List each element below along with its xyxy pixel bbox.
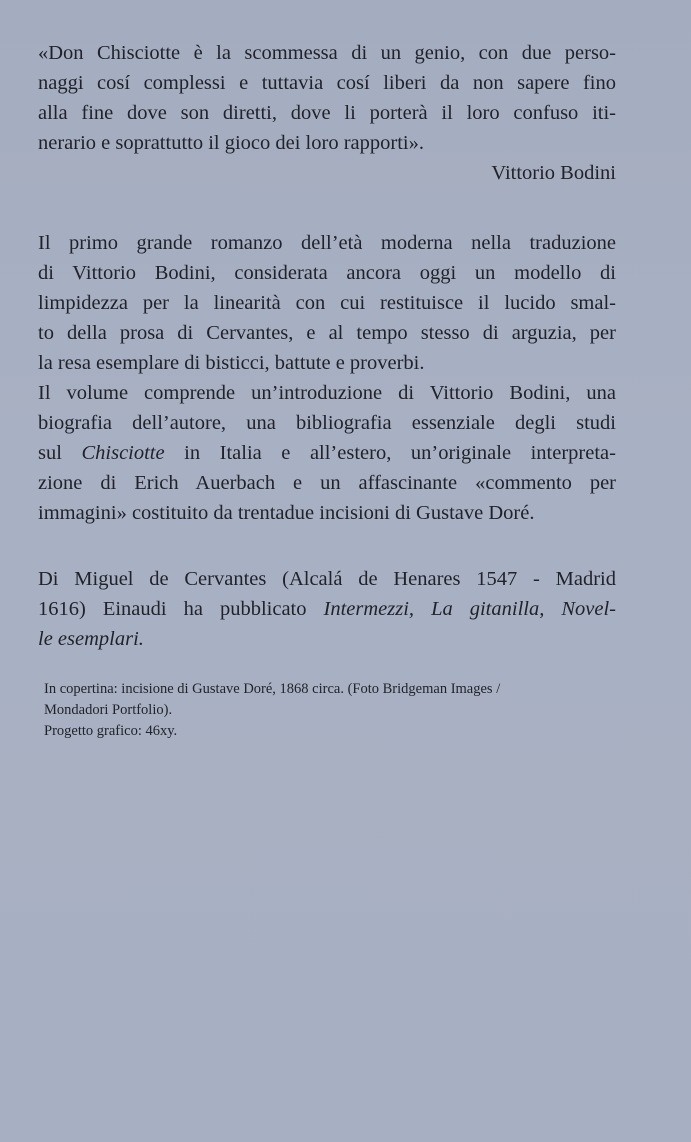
- description-line: biografia dell’autore, una bibliografia essenziale degli studi: [38, 412, 616, 434]
- description-text: in Italia e all’estero, un’originale interpreta-: [164, 442, 616, 464]
- description-text: sul: [38, 442, 82, 464]
- description-line: Il primo grande romanzo dell’età moderna nella traduzione: [38, 232, 616, 254]
- quote-line: nerario e soprattutto il gioco dei loro rapporti».: [38, 132, 424, 154]
- description-line: limpidezza per la linearità con cui restituisce il lucido smal-: [38, 292, 616, 314]
- credits-line: In copertina: incisione di Gustave Doré, 1868 circa. (Foto Bridgeman Images /: [44, 681, 501, 697]
- description-line: la resa esemplare di bisticci, battute e proverbi.: [38, 352, 425, 374]
- works-italic: Intermezzi, La gitanilla, Novel-: [323, 598, 616, 620]
- description-line: immagini» costituito da trentadue incisioni di Gustave Doré.: [38, 502, 535, 524]
- author-line: Di Miguel de Cervantes (Alcalá de Henares 1547 - Madrid: [38, 568, 616, 590]
- author-text: 1616) Einaudi ha pubblicato: [38, 598, 324, 620]
- quote-attribution: Vittorio Bodini: [491, 162, 616, 184]
- credits-line: Mondadori Portfolio).: [44, 702, 173, 718]
- quote-line: alla fine dove son diretti, dove li porterà il loro confuso iti-: [38, 102, 616, 124]
- description-line: Il volume comprende un’introduzione di Vittorio Bodini, una: [38, 382, 616, 404]
- author-line: [38, 594, 616, 624]
- description-line: di Vittorio Bodini, considerata ancora oggi un modello di: [38, 262, 616, 284]
- description-line: [38, 438, 616, 468]
- credits-line: Progetto grafico: 46xy.: [44, 723, 178, 739]
- credits-block: [44, 679, 684, 742]
- author-line: [38, 624, 616, 654]
- book-title-italic: Chisciotte: [81, 442, 165, 464]
- quote-line: naggi cosí complessi e tuttavia cosí liberi da non sapere fino: [38, 72, 616, 94]
- works-italic: le esemplari.: [38, 628, 144, 650]
- author-block: [38, 564, 616, 654]
- description-line: to della prosa di Cervantes, e al tempo stesso di arguzia, per: [38, 322, 616, 344]
- description-line: zione di Erich Auerbach e un affascinante «commento per: [38, 472, 616, 494]
- quote-block: [38, 38, 616, 188]
- quote-line: «Don Chisciotte è la scommessa di un genio, con due perso-: [38, 42, 616, 64]
- description-block: [38, 228, 616, 528]
